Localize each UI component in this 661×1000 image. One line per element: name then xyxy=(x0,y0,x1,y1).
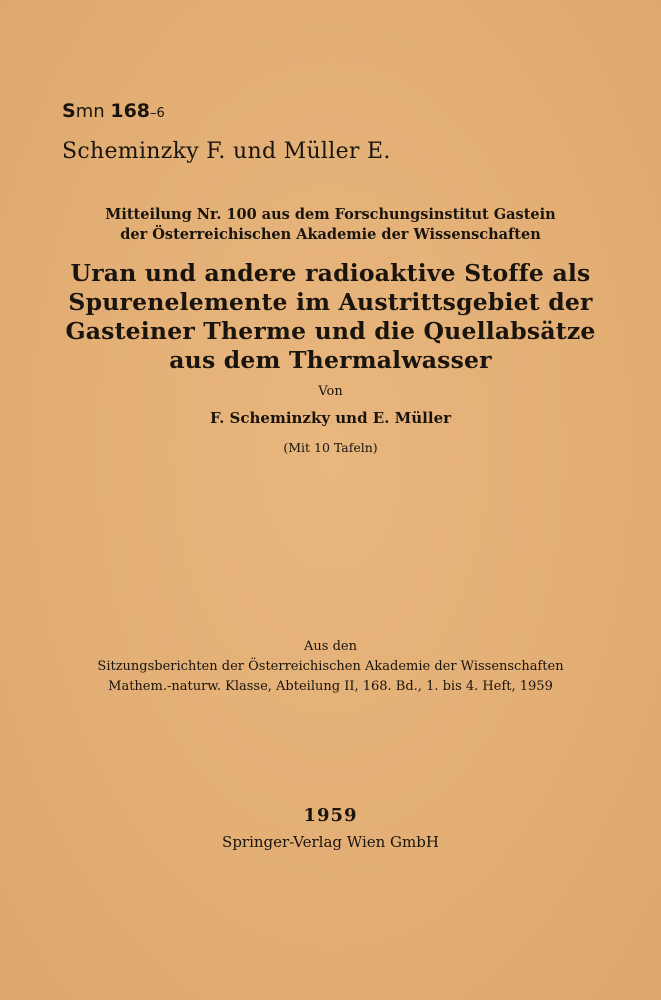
publication-year: 1959 xyxy=(303,805,358,826)
source-line-3: Mathem.-naturw. Klasse, Abteilung II, 168. Bd., 1. bis 4. Heft, 1959 xyxy=(108,679,553,694)
title-line-4: aus dem Thermalwasser xyxy=(169,346,492,374)
shelfmark xyxy=(62,100,165,122)
von-label: Von xyxy=(318,384,343,399)
shelfmark-number: 168 xyxy=(110,100,151,122)
shelfmark-rest: mn xyxy=(75,101,111,122)
mitteilung-line-2: der Österreichischen Akademie der Wissenschaften xyxy=(120,226,541,243)
authors-main: F. Scheminzky und E. Müller xyxy=(209,409,452,427)
main-title xyxy=(0,259,661,375)
source-block xyxy=(0,637,661,697)
mitteilung-block xyxy=(0,205,661,245)
plates-note: (Mit 10 Tafeln) xyxy=(283,440,378,455)
title-line-1: Uran und andere radioaktive Stoffe als xyxy=(70,259,591,287)
shelfmark-prefix: S xyxy=(62,100,76,122)
title-line-3: Gasteiner Therme und die Quellabsätze xyxy=(65,317,596,345)
source-line-1: Aus den xyxy=(304,639,357,654)
shelfmark-suffix: –6 xyxy=(150,106,165,121)
authors-short: Scheminzky F. und Müller E. xyxy=(62,139,391,164)
publisher: Springer-Verlag Wien GmbH xyxy=(222,833,439,851)
source-line-2: Sitzungsberichten der Österreichischen Akademie der Wissenschaften xyxy=(97,659,564,674)
title-line-2: Spurenelemente im Austrittsgebiet der xyxy=(68,288,593,316)
mitteilung-line-1: Mitteilung Nr. 100 aus dem Forschungsinstitut Gastein xyxy=(105,206,556,223)
